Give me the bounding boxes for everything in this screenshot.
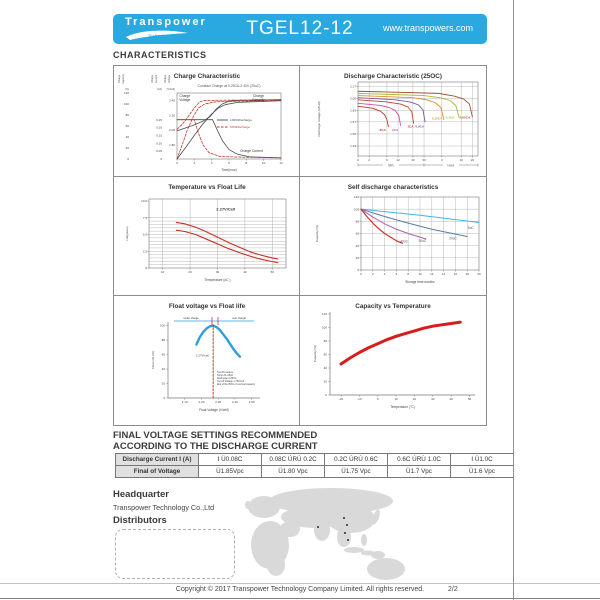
series-capacity-vs-temperature: [341, 322, 460, 364]
svg-text:0: 0: [376, 397, 379, 401]
brand-name: Transpower: [125, 16, 207, 28]
svg-text:End of life=60% of nominal cap: End of life=60% of nominal capacity: [217, 383, 255, 386]
chart-panel-charge-characteristic: [114, 66, 300, 177]
svg-text:10.0: 10.0: [141, 199, 147, 204]
series-float-life-bell: [196, 326, 239, 357]
svg-text:2: 2: [193, 161, 196, 165]
svg-text:100%Discharge: 100%Discharge: [230, 118, 252, 123]
svg-text:Float Life (%): Float Life (%): [151, 351, 155, 369]
svg-text:0: 0: [127, 157, 129, 162]
svg-text:2CA: 2CA: [392, 128, 399, 133]
svg-text:80: 80: [125, 113, 129, 118]
svg-text:60: 60: [323, 352, 327, 357]
svg-text:Current: Current: [155, 74, 158, 84]
svg-text:100: 100: [159, 323, 165, 328]
charge-characteristic: [114, 66, 300, 177]
chart-panel-discharge-characteristic: [300, 66, 486, 177]
svg-text:Float Voltage (V/cell): Float Voltage (V/cell): [199, 408, 229, 412]
svg-text:12: 12: [396, 158, 400, 162]
svg-text:12: 12: [430, 272, 434, 276]
svg-text:0.20: 0.20: [156, 125, 162, 130]
svg-text:Temp 20~25oC: Temp 20~25oC: [217, 374, 234, 377]
chart-panel-self-discharge: [300, 177, 486, 296]
svg-text:0.25: 0.25: [156, 117, 162, 122]
svg-text:2: 2: [371, 272, 374, 276]
distributor-marker: [344, 532, 346, 534]
svg-text:ChargeCapacity: Charge Capacity: [252, 93, 265, 102]
svg-text:1CA: 1CA: [407, 124, 414, 129]
row-header: Discharge Current I (A): [116, 454, 199, 466]
distributors-box: [115, 529, 235, 579]
table-cell: Ⅰ Ü0.08C: [199, 454, 262, 466]
svg-text:3CA: 3CA: [379, 128, 386, 133]
self-discharge-characteristics: [300, 177, 486, 296]
svg-text:1.80: 1.80: [169, 143, 175, 148]
svg-text:Temperature vs Float Life: Temperature vs Float Life: [168, 184, 246, 191]
svg-text:6: 6: [228, 161, 230, 165]
svg-text:60: 60: [125, 124, 129, 129]
distributor-marker: [347, 539, 349, 541]
header-bar: [113, 14, 487, 44]
svg-text:100: 100: [123, 102, 129, 107]
svg-text:12: 12: [279, 161, 283, 165]
svg-text:80: 80: [355, 219, 359, 224]
svg-text:1.67: 1.67: [350, 119, 356, 124]
svg-text:-10: -10: [357, 397, 362, 401]
svg-text:120: 120: [123, 91, 129, 96]
svg-text:1.50: 1.50: [350, 132, 356, 137]
svg-text:Float voltage vs Float life: Float voltage vs Float life: [168, 303, 246, 310]
table-cell: Ü1.7 Vpc: [388, 466, 451, 478]
svg-text:Capacity (%): Capacity (%): [315, 224, 319, 243]
table-cell: 0.2C ÚRÙ 0.6C: [325, 454, 388, 466]
svg-text:80: 80: [161, 338, 165, 343]
charts-grid: [113, 65, 487, 426]
svg-text:20: 20: [477, 272, 481, 276]
svg-text:(V/Cell): (V/Cell): [166, 88, 175, 91]
svg-text:40: 40: [355, 243, 359, 248]
svg-text:0: 0: [357, 268, 359, 273]
series-float-life-lower: [176, 230, 277, 262]
table-cell: 0.6C ÚRÙ 1.0C: [388, 454, 451, 466]
svg-text:16: 16: [453, 272, 458, 276]
svg-text:2.40: 2.40: [231, 400, 238, 404]
series-1CA: [358, 100, 414, 123]
page-title: TGEL12-12: [246, 18, 354, 39]
final-voltage-heading-line1: FINAL VOLTAGE SETTINGS RECOMMENDED: [113, 430, 318, 441]
chart-panel-temperature-vs-float-life: [114, 177, 300, 296]
distributor-marker: [346, 524, 348, 526]
svg-text:18: 18: [465, 272, 469, 276]
svg-text:Temperature (oC ): Temperature (oC ): [204, 278, 231, 282]
distributor-marker: [343, 517, 345, 519]
svg-text:-20: -20: [338, 397, 344, 401]
table-row: [116, 454, 514, 466]
svg-text:7.5: 7.5: [142, 215, 147, 220]
svg-text:20oC: 20oC: [449, 236, 457, 241]
svg-text:40: 40: [161, 367, 165, 372]
row-header: Final of Voltage: [116, 466, 199, 478]
svg-text:2.5: 2.5: [142, 249, 147, 254]
series-charge-capacity-50%discharge: [177, 100, 281, 159]
final-voltage-heading: [113, 430, 318, 452]
page-bottom-edge: [0, 598, 600, 599]
svg-text:1.83: 1.83: [350, 108, 356, 113]
svg-text:under charge: under charge: [183, 317, 199, 320]
svg-text:50: 50: [270, 270, 274, 274]
distributor-marker: [317, 526, 319, 528]
svg-text:Self discharge characteristics: Self discharge characteristics: [347, 184, 439, 191]
svg-text:Hour: Hour: [447, 163, 455, 168]
svg-text:0.5CA: 0.5CA: [415, 124, 425, 129]
svg-text:Test Procedure: Test Procedure: [217, 371, 234, 374]
svg-text:2: 2: [368, 158, 371, 162]
svg-text:ChargeVoltage: Charge Voltage: [179, 93, 191, 102]
svg-text:0.05CA: 0.05CA: [459, 115, 471, 120]
svg-text:Temperature (°C): Temperature (°C): [390, 405, 415, 409]
series-40oC: [361, 209, 402, 243]
svg-text:Discharge Voltage (V/Cell): Discharge Voltage (V/Cell): [317, 101, 321, 137]
table-cell: Ü1.6 Vpc: [451, 466, 514, 478]
svg-text:Constant Charge at 0.25CA-2.40: Constant Charge at 0.25CA-2.40V (25oC): [197, 84, 261, 88]
series-3CA: [358, 106, 388, 127]
svg-text:10: 10: [394, 397, 398, 401]
svg-text:0.10: 0.10: [156, 141, 162, 146]
svg-text:0.25CA: 0.25CA: [431, 116, 443, 121]
svg-text:4: 4: [210, 161, 213, 165]
svg-text:60: 60: [355, 231, 359, 236]
table-cell: Ü1.75 Vpc: [325, 466, 388, 478]
table-cell: Ⅰ Ü1.0C: [451, 454, 514, 466]
svg-text:2.20: 2.20: [198, 400, 205, 404]
svg-text:Storage time:months: Storage time:months: [405, 280, 435, 284]
distributors-title: Distributors: [113, 515, 167, 526]
svg-text:40: 40: [323, 366, 327, 371]
svg-text:2.00: 2.00: [350, 96, 356, 101]
series-20oC: [361, 209, 467, 236]
svg-text:10: 10: [261, 161, 266, 165]
svg-text:0.1CA: 0.1CA: [445, 115, 455, 120]
series-charge-voltage-100%discharge: [177, 100, 281, 131]
svg-text:0.15: 0.15: [156, 133, 162, 138]
svg-text:30: 30: [215, 270, 220, 274]
svg-text:(%): (%): [125, 88, 129, 91]
svg-text:100: 100: [321, 325, 327, 330]
series-charge-capacity-100%discharge: [177, 101, 281, 159]
svg-text:120: 120: [321, 312, 327, 317]
svg-text:40: 40: [449, 397, 453, 401]
svg-text:Life(years): Life(years): [125, 226, 129, 241]
svg-text:Capacity: Capacity: [122, 74, 125, 84]
svg-text:4: 4: [383, 272, 386, 276]
svg-text:20: 20: [188, 270, 192, 274]
final-voltage-table: [115, 453, 514, 478]
headquarter-title: Headquarter: [113, 489, 169, 500]
headquarter-company: Transpower Technology Co.,Ltd: [113, 503, 215, 512]
svg-text:60: 60: [161, 352, 165, 357]
svg-text:6: 6: [395, 272, 398, 276]
footer-copyright: Copyright © 2017 Transpower Technology Company Limited. All rights reserved.: [175, 586, 425, 593]
svg-text:20: 20: [323, 379, 327, 384]
svg-text:1.33: 1.33: [350, 144, 356, 149]
table-row: [116, 466, 514, 478]
svg-text:20: 20: [355, 255, 359, 260]
svg-text:40oC: 40oC: [400, 239, 408, 244]
svg-text:0: 0: [360, 272, 362, 276]
svg-text:Min: Min: [388, 163, 394, 168]
svg-text:8: 8: [245, 161, 248, 165]
chart-panel-float-voltage-vs-float-life: [114, 296, 300, 425]
svg-text:Time(hour): Time(hour): [221, 168, 237, 172]
table-cell: Ü1.85Vpc: [199, 466, 262, 478]
page-number: 2/2: [448, 586, 458, 593]
svg-text:(CA): (CA): [156, 88, 162, 91]
svg-text:Voltage: Voltage: [168, 74, 171, 84]
svg-text:40: 40: [243, 270, 247, 274]
svg-text:5oC: 5oC: [467, 226, 474, 231]
svg-text:120: 120: [353, 195, 359, 200]
svg-text:0: 0: [357, 158, 359, 162]
svg-text:30oC: 30oC: [418, 239, 427, 244]
svg-text:2.50: 2.50: [248, 400, 255, 404]
svg-text:Capacity (%): Capacity (%): [313, 344, 317, 363]
svg-text:80: 80: [323, 339, 327, 344]
svg-text:20: 20: [161, 381, 165, 386]
final-voltage-heading-line2: ACCORDING TO THE DISCHARGE CURRENT: [113, 441, 318, 452]
svg-text:0.05: 0.05: [156, 149, 162, 154]
svg-text:10: 10: [161, 270, 165, 274]
characteristics-heading: CHARACTERISTICS: [113, 50, 207, 60]
svg-text:40: 40: [125, 135, 129, 140]
svg-text:2.27V/cell: 2.27V/cell: [195, 353, 209, 358]
svg-text:0: 0: [176, 161, 178, 165]
svg-text:30: 30: [431, 397, 435, 401]
svg-text:8: 8: [407, 272, 410, 276]
svg-text:50%Discharge: 50%Discharge: [230, 125, 251, 130]
website-link[interactable]: www.transpowers.com: [382, 23, 473, 33]
page-right-edge: [513, 0, 514, 600]
svg-text:2.40: 2.40: [169, 98, 175, 103]
temperature-vs-float-life: [114, 177, 300, 296]
series-30oC: [361, 209, 426, 239]
svg-text:10: 10: [459, 158, 463, 162]
svg-text:6: 6: [386, 158, 388, 162]
svg-text:2.27V/Cell: 2.27V/Cell: [216, 206, 236, 212]
svg-text:100: 100: [353, 207, 359, 212]
capacity-vs-temperature: [300, 296, 486, 425]
svg-text:over charge: over charge: [232, 317, 246, 320]
svg-text:0: 0: [163, 396, 165, 401]
svg-text:Cut-off Voltage 1.75V/cell: Cut-off Voltage 1.75V/cell: [217, 380, 244, 383]
svg-text:60: 60: [422, 158, 426, 162]
series-0.5CA: [358, 98, 425, 122]
svg-text:Charge: Charge: [151, 74, 154, 84]
svg-text:2.30: 2.30: [215, 400, 222, 404]
svg-text:30: 30: [411, 158, 415, 162]
svg-text:Discharge 0.25CA: Discharge 0.25CA: [217, 377, 237, 380]
svg-text:Discharge Characteristic (25OC: Discharge Characteristic (25OC): [343, 73, 443, 80]
chart-panel-capacity-vs-temperature: [300, 296, 486, 425]
svg-text:Charge Characteristic: Charge Characteristic: [173, 73, 241, 80]
svg-text:50: 50: [467, 397, 472, 401]
svg-text:3: 3: [440, 158, 443, 162]
svg-text:14: 14: [441, 272, 446, 276]
svg-text:2.10: 2.10: [181, 400, 188, 404]
discharge-characteristic: [300, 66, 486, 177]
world-map: [226, 485, 456, 585]
svg-text:20: 20: [412, 397, 417, 401]
svg-text:2.20: 2.20: [169, 113, 175, 118]
svg-text:5.0: 5.0: [142, 232, 147, 237]
svg-text:20: 20: [470, 158, 475, 162]
footer-divider: [0, 583, 600, 584]
svg-text:2.17: 2.17: [350, 84, 356, 89]
series-2CA: [358, 103, 401, 125]
svg-text:Charge Current: Charge Current: [240, 148, 263, 153]
float-voltage-vs-float-life: [114, 296, 300, 425]
table-cell: 0.08C ÚRÙ 0.2C: [262, 454, 325, 466]
svg-text:Capacity vs Temperature: Capacity vs Temperature: [355, 303, 431, 310]
svg-text:10: 10: [418, 272, 422, 276]
svg-text:Charge: Charge: [118, 74, 121, 84]
brand-sub-name: Technology: [147, 33, 171, 39]
svg-text:0: 0: [160, 157, 162, 162]
svg-text:0: 0: [325, 393, 327, 398]
svg-text:0: 0: [145, 266, 147, 271]
svg-text:Charge: Charge: [164, 74, 167, 84]
svg-text:2.00: 2.00: [169, 128, 175, 133]
svg-text:20: 20: [125, 146, 129, 151]
table-cell: Ü1.80 Vpc: [262, 466, 325, 478]
